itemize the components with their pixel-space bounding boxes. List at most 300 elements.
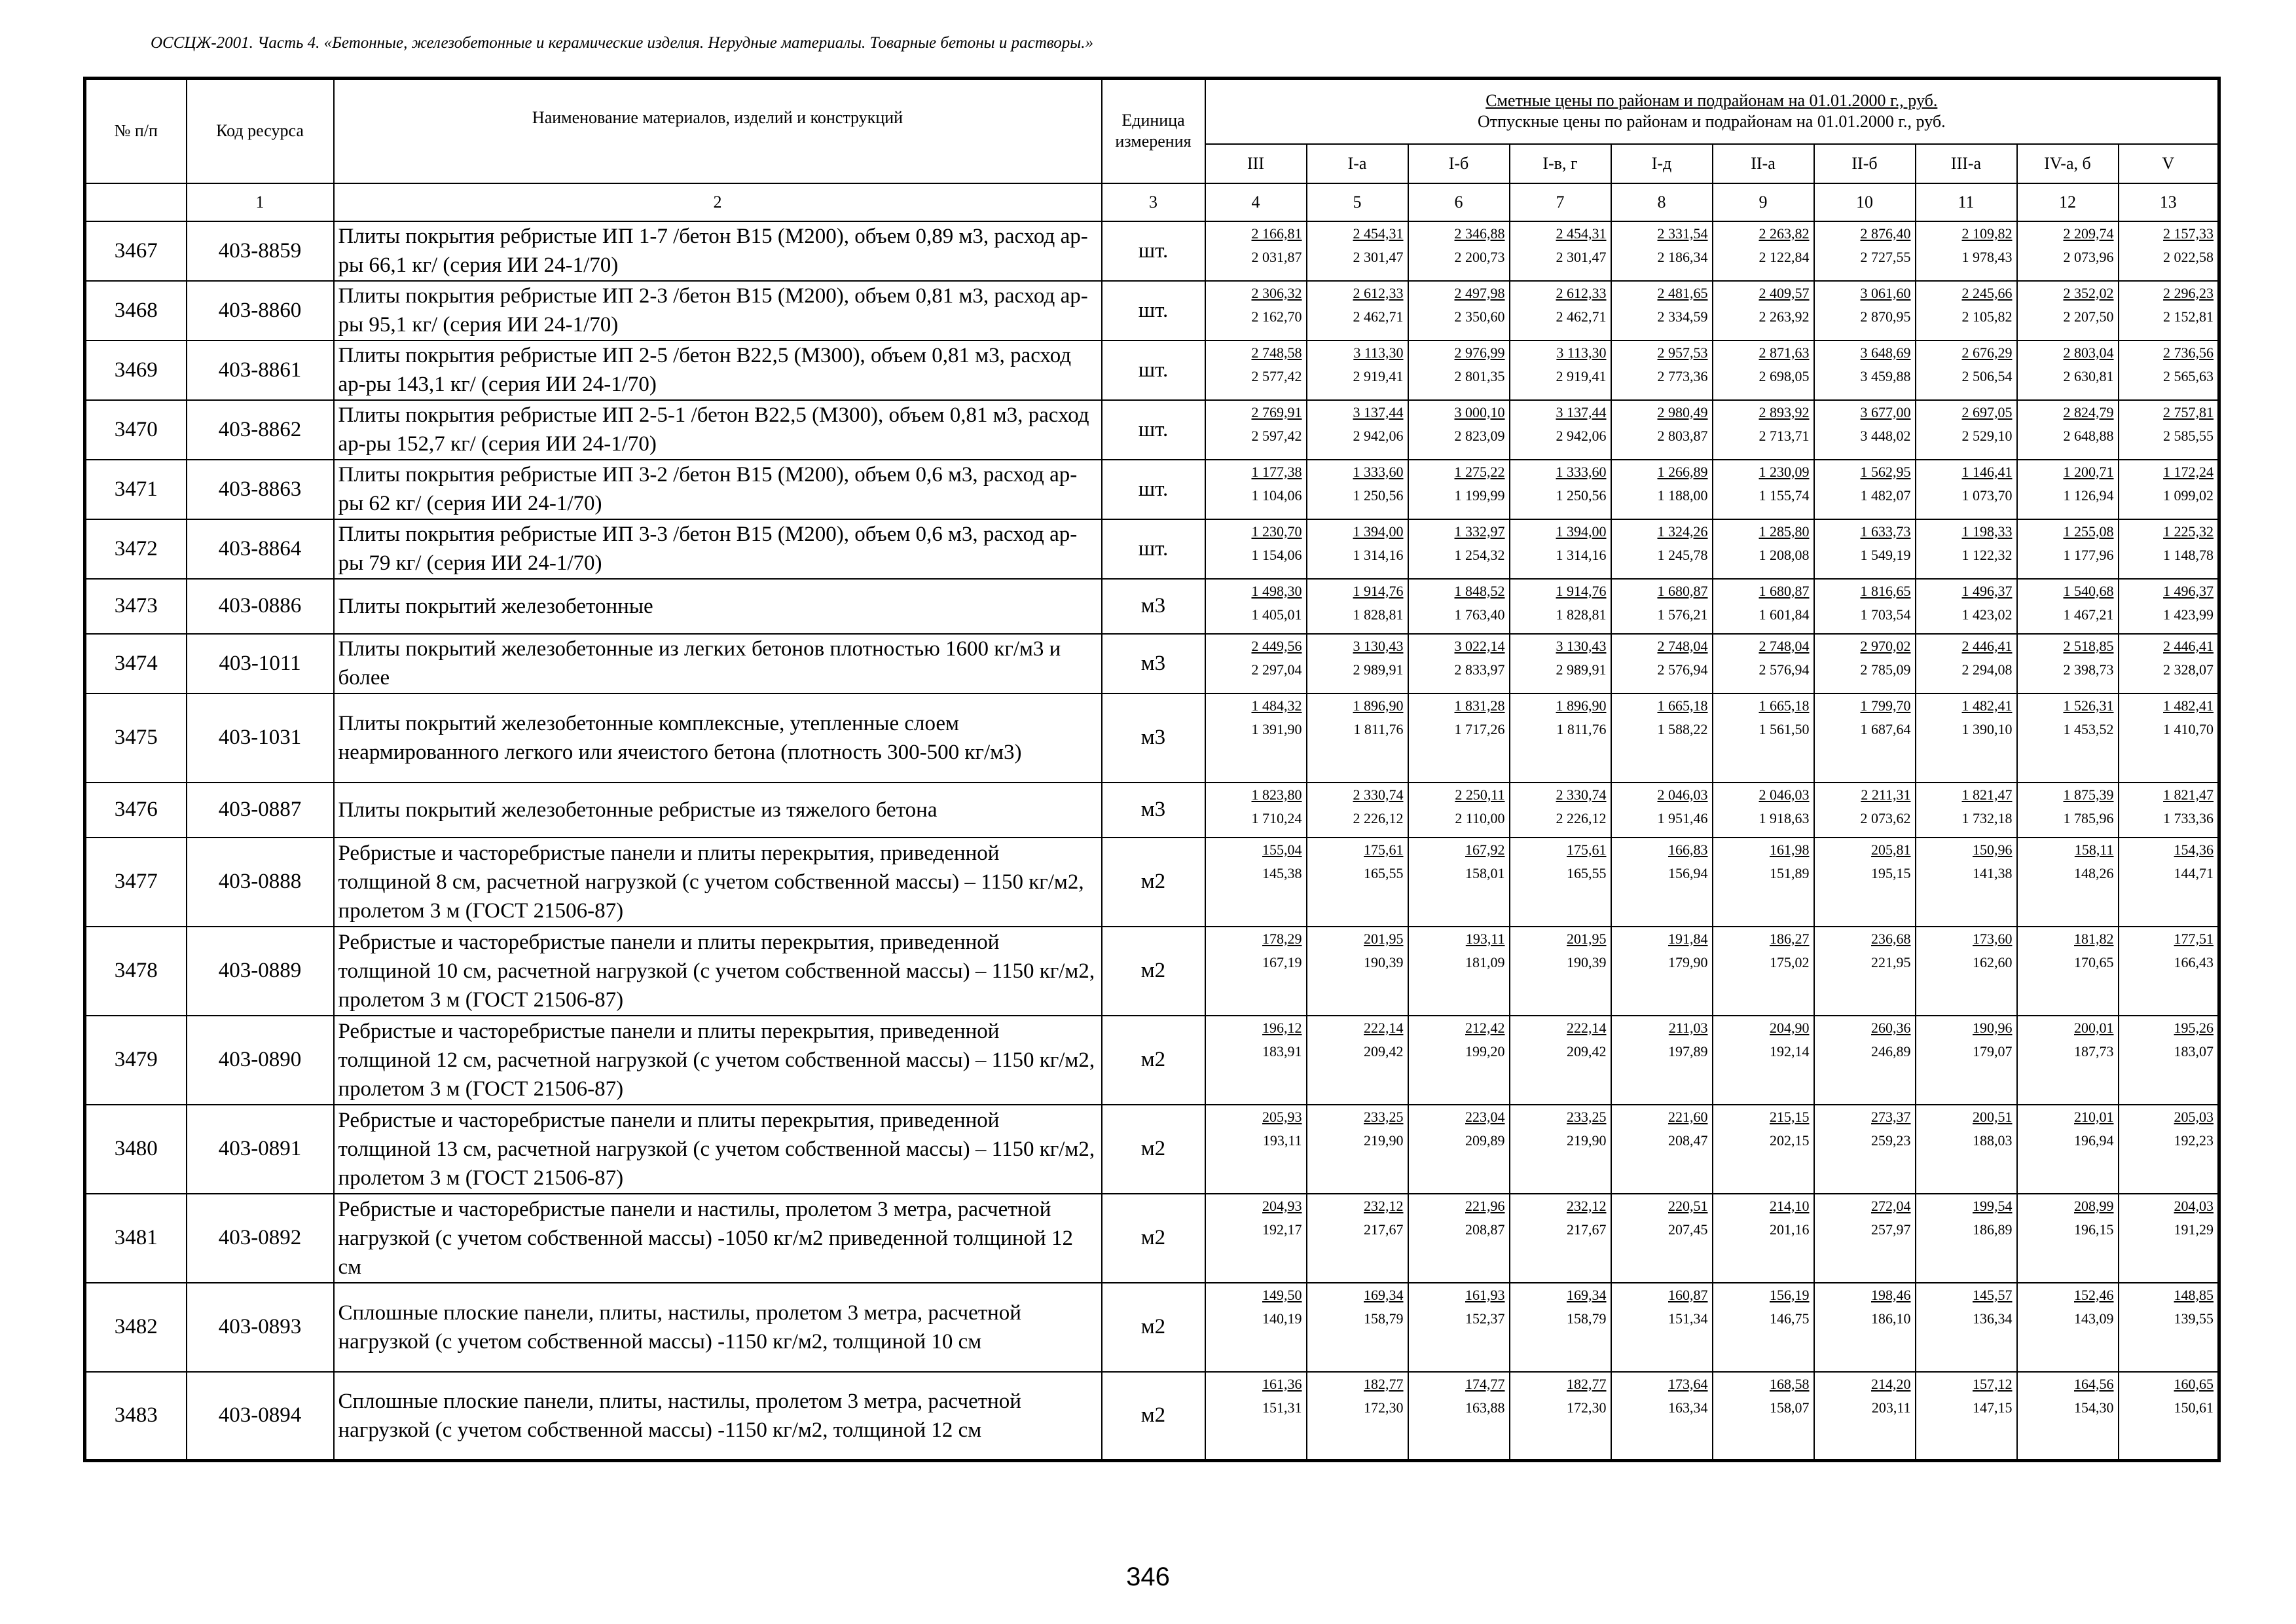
estimate-price: 233,25 [1364, 1108, 1404, 1125]
estimate-price: 2 497,98 [1454, 284, 1505, 301]
release-price: 2 727,55 [1860, 248, 1911, 265]
estimate-price: 1 665,18 [1758, 697, 1810, 714]
price-cell [1916, 1372, 2017, 1461]
table-row [85, 634, 2219, 693]
table-row [85, 927, 2219, 1016]
estimate-price: 160,65 [2174, 1375, 2214, 1392]
material-name: Ребристые и часторебристые панели и плиты перекрытия, приведенной толщиной 13 см, расчетной нагрузкой (с учетом собственной массы) – 1150 кг/м2, пролетом 3 м (ГОСТ 21506-87) [334, 1105, 1102, 1194]
release-price: 181,09 [1465, 953, 1505, 970]
unit: шт. [1102, 281, 1205, 341]
price-cell [1713, 400, 1814, 460]
column-number: 9 [1713, 183, 1814, 221]
estimate-price: 1 482,41 [1961, 697, 2013, 714]
row-number: 3483 [85, 1372, 187, 1461]
resource-code: 403-0893 [187, 1283, 334, 1372]
release-price: 1 811,76 [1353, 720, 1404, 737]
price-cell [1611, 634, 1713, 693]
release-price: 192,17 [1262, 1221, 1302, 1238]
estimate-price: 1 230,70 [1251, 523, 1302, 540]
release-price: 165,55 [1364, 864, 1404, 881]
release-price: 2 942,06 [1353, 427, 1404, 444]
release-price: 192,23 [2174, 1132, 2214, 1149]
release-price: 175,02 [1770, 953, 1810, 970]
release-price: 170,65 [2074, 953, 2114, 970]
release-price: 1 188,00 [1657, 487, 1708, 504]
unit: м2 [1102, 838, 1205, 927]
unit: м2 [1102, 1016, 1205, 1105]
price-cell [2119, 783, 2219, 838]
price-cell [1814, 927, 1916, 1016]
estimate-price: 152,46 [2074, 1286, 2114, 1303]
price-cell [1916, 460, 2017, 519]
price-cell [2017, 838, 2119, 927]
estimate-price: 221,96 [1465, 1197, 1505, 1214]
price-cell [1713, 460, 1814, 519]
release-price: 2 942,06 [1556, 427, 1607, 444]
price-cell [1408, 634, 1510, 693]
release-price: 1 423,99 [2163, 606, 2214, 623]
region-header: I-б [1408, 144, 1510, 183]
estimate-price: 210,01 [2074, 1108, 2114, 1125]
estimate-price: 232,12 [1364, 1197, 1404, 1214]
price-cell [1814, 1105, 1916, 1194]
price-cell [1510, 460, 1611, 519]
price-cell [1307, 460, 1408, 519]
unit: м3 [1102, 634, 1205, 693]
row-number: 3477 [85, 838, 187, 927]
price-cell [2017, 1283, 2119, 1372]
resource-code: 403-8864 [187, 519, 334, 579]
price-cell [1510, 221, 1611, 281]
release-price: 1 453,52 [2063, 720, 2114, 737]
price-cell [1916, 783, 2017, 838]
estimate-price: 1 821,47 [2163, 786, 2214, 803]
price-cell [1307, 1105, 1408, 1194]
release-price: 208,47 [1668, 1132, 1708, 1149]
row-number: 3474 [85, 634, 187, 693]
release-price: 187,73 [2074, 1043, 2114, 1060]
release-price: 158,79 [1567, 1310, 1607, 1327]
release-price: 190,39 [1567, 953, 1607, 970]
release-price: 3 459,88 [1860, 367, 1911, 384]
estimate-price: 1 848,52 [1454, 582, 1505, 599]
estimate-price: 174,77 [1465, 1375, 1505, 1392]
release-price: 165,55 [1567, 864, 1607, 881]
price-cell [2119, 1105, 2219, 1194]
resource-code: 403-0887 [187, 783, 334, 838]
price-cell [2119, 460, 2219, 519]
estimate-price: 223,04 [1465, 1108, 1505, 1125]
estimate-price: 3 137,44 [1353, 403, 1404, 420]
region-header: V [2119, 144, 2219, 183]
release-price: 154,30 [2074, 1399, 2114, 1416]
price-cell [1510, 693, 1611, 783]
unit: шт. [1102, 221, 1205, 281]
release-price: 152,37 [1465, 1310, 1505, 1327]
price-cell [2119, 838, 2219, 927]
price-cell [1510, 1016, 1611, 1105]
release-price: 172,30 [1567, 1399, 1607, 1416]
price-cell [1713, 1016, 1814, 1105]
table-row [85, 341, 2219, 400]
estimate-price: 2 330,74 [1556, 786, 1607, 803]
release-price: 166,43 [2174, 953, 2214, 970]
estimate-price: 2 046,03 [1758, 786, 1810, 803]
material-name: Сплошные плоские панели, плиты, настилы, пролетом 3 метра, расчетной нагрузкой (с учетом собственной массы) -1150 кг/м2, толщиной 10 см [334, 1283, 1102, 1372]
release-price: 1 951,46 [1657, 809, 1708, 826]
release-price: 1 314,16 [1353, 546, 1404, 563]
price-cell [1307, 838, 1408, 927]
release-price: 145,38 [1262, 864, 1302, 881]
material-name: Ребристые и часторебристые панели и плиты перекрытия, приведенной толщиной 8 см, расчетной нагрузкой (с учетом собственной массы) – 1150 кг/м2, пролетом 3 м (ГОСТ 21506-87) [334, 838, 1102, 927]
estimate-price: 1 177,38 [1251, 463, 1302, 480]
price-cell [1408, 400, 1510, 460]
estimate-price: 214,20 [1871, 1375, 1911, 1392]
estimate-price: 190,96 [1973, 1019, 2013, 1036]
estimate-price: 1 332,97 [1454, 523, 1505, 540]
price-cell [1916, 519, 2017, 579]
estimate-price: 201,95 [1567, 930, 1607, 947]
price-cell [1814, 460, 1916, 519]
estimate-price: 232,12 [1567, 1197, 1607, 1214]
price-cell [2119, 400, 2219, 460]
material-name: Ребристые и часторебристые панели и настилы, пролетом 3 метра, расчетной нагрузкой (с учетом собственной массы) -1050 кг/м2 приведенной толщиной 12 см [334, 1194, 1102, 1283]
table-row [85, 519, 2219, 579]
estimate-price: 1 275,22 [1454, 463, 1505, 480]
row-number: 3470 [85, 400, 187, 460]
price-cell [1611, 1283, 1713, 1372]
release-price: 2 919,41 [1556, 367, 1607, 384]
estimate-price: 175,61 [1364, 841, 1404, 858]
price-table [83, 77, 2221, 1462]
estimate-price: 1 198,33 [1961, 523, 2013, 540]
resource-code: 403-8862 [187, 400, 334, 460]
release-price: 146,75 [1770, 1310, 1810, 1327]
estimate-price: 2 046,03 [1657, 786, 1708, 803]
header-num: № п/п [85, 79, 187, 183]
release-price: 3 448,02 [1860, 427, 1911, 444]
unit: м3 [1102, 579, 1205, 634]
price-cell [1510, 838, 1611, 927]
release-price: 2 529,10 [1961, 427, 2013, 444]
estimate-price: 2 824,79 [2063, 403, 2114, 420]
release-price: 2 462,71 [1353, 308, 1404, 325]
release-price: 2 801,35 [1454, 367, 1505, 384]
price-cell [1408, 1194, 1510, 1283]
estimate-price: 220,51 [1668, 1197, 1708, 1214]
price-cell [2119, 1194, 2219, 1283]
estimate-price: 150,96 [1973, 841, 2013, 858]
price-cell [1307, 1372, 1408, 1461]
price-cell [1713, 783, 1814, 838]
release-price: 186,10 [1871, 1310, 1911, 1327]
release-price: 1 177,96 [2063, 546, 2114, 563]
resource-code: 403-0888 [187, 838, 334, 927]
price-cell [1510, 519, 1611, 579]
price-cell [1307, 221, 1408, 281]
release-price: 208,87 [1465, 1221, 1505, 1238]
price-cell [1611, 281, 1713, 341]
price-cell [2017, 693, 2119, 783]
table-header [85, 79, 2219, 221]
price-cell [1408, 1105, 1510, 1194]
release-price: 1 717,26 [1454, 720, 1505, 737]
price-cell [2119, 927, 2219, 1016]
price-cell [2119, 519, 2219, 579]
material-name: Сплошные плоские панели, плиты, настилы, пролетом 3 метра, расчетной нагрузкой (с учетом собственной массы) -1150 кг/м2, толщиной 12 см [334, 1372, 1102, 1461]
estimate-price: 3 113,30 [1353, 344, 1404, 361]
release-price: 2 823,09 [1454, 427, 1505, 444]
price-cell [1713, 281, 1814, 341]
estimate-price: 2 352,02 [2063, 284, 2114, 301]
material-name: Ребристые и часторебристые панели и плиты перекрытия, приведенной толщиной 10 см, расчетной нагрузкой (с учетом собственной массы) – 1150 кг/м2, пролетом 3 м (ГОСТ 21506-87) [334, 927, 1102, 1016]
estimate-price: 2 748,04 [1657, 637, 1708, 654]
release-price: 259,23 [1871, 1132, 1911, 1149]
price-cell [1611, 783, 1713, 838]
release-price: 2 585,55 [2163, 427, 2214, 444]
region-header: II-б [1814, 144, 1916, 183]
estimate-price: 169,34 [1364, 1286, 1404, 1303]
price-cell [2119, 281, 2219, 341]
estimate-price: 1 230,09 [1758, 463, 1810, 480]
release-price: 2 297,04 [1251, 661, 1302, 678]
estimate-price: 3 648,69 [1860, 344, 1911, 361]
material-name: Плиты покрытия ребристые ИП 2-5 /бетон В22,5 (М300), объем 0,81 м3, расход ар-ры 143,1 кг/ (серия ИИ 24-1/70) [334, 341, 1102, 400]
release-price: 1 250,56 [1556, 487, 1607, 504]
estimate-price: 2 871,63 [1758, 344, 1810, 361]
estimate-price: 160,87 [1668, 1286, 1708, 1303]
release-price: 1 467,21 [2063, 606, 2114, 623]
price-cell [1307, 634, 1408, 693]
estimate-price: 1 831,28 [1454, 697, 1505, 714]
release-price: 158,01 [1465, 864, 1505, 881]
release-price: 217,67 [1567, 1221, 1607, 1238]
estimate-price: 1 665,18 [1657, 697, 1708, 714]
estimate-price: 233,25 [1567, 1108, 1607, 1125]
estimate-price: 196,12 [1262, 1019, 1302, 1036]
price-cell [1307, 1194, 1408, 1283]
estimate-price: 215,15 [1770, 1108, 1810, 1125]
estimate-price: 200,51 [1973, 1108, 2013, 1125]
release-price: 1 601,84 [1758, 606, 1810, 623]
price-cell [2017, 281, 2119, 341]
estimate-price: 2 518,85 [2063, 637, 2114, 654]
release-price: 163,34 [1668, 1399, 1708, 1416]
unit: м3 [1102, 783, 1205, 838]
release-price: 141,38 [1973, 864, 2013, 881]
release-price: 2 576,94 [1758, 661, 1810, 678]
estimate-price: 205,03 [2174, 1108, 2214, 1125]
row-number: 3473 [85, 579, 187, 634]
price-cell [2017, 221, 2119, 281]
estimate-price: 2 697,05 [1961, 403, 2013, 420]
estimate-price: 1 324,26 [1657, 523, 1708, 540]
release-price: 2 200,73 [1454, 248, 1505, 265]
release-price: 2 152,81 [2163, 308, 2214, 325]
release-price: 2 506,54 [1961, 367, 2013, 384]
table-body [85, 221, 2219, 1461]
estimate-price: 1 484,32 [1251, 697, 1302, 714]
release-price: 2 870,95 [1860, 308, 1911, 325]
header-prices-estimate: Сметные цены по районам и подрайонам на 01.01.2000 г., руб. [1485, 91, 1938, 111]
release-price: 2 073,96 [2063, 248, 2114, 265]
material-name: Плиты покрытия ребристые ИП 3-3 /бетон В15 (М200), объем 0,6 м3, расход ар-ры 79 кг/ (серия ИИ 24-1/70) [334, 519, 1102, 579]
estimate-price: 1 914,76 [1556, 582, 1607, 599]
estimate-price: 157,12 [1973, 1375, 2013, 1392]
price-cell [1916, 1105, 2017, 1194]
price-cell [1205, 1105, 1307, 1194]
estimate-price: 3 677,00 [1860, 403, 1911, 420]
estimate-price: 181,82 [2074, 930, 2114, 947]
estimate-price: 2 209,74 [2063, 225, 2114, 242]
price-cell [1510, 634, 1611, 693]
estimate-price: 177,51 [2174, 930, 2214, 947]
price-cell [1611, 927, 1713, 1016]
price-cell [1510, 1194, 1611, 1283]
release-price: 1 710,24 [1251, 809, 1302, 826]
price-cell [1916, 634, 2017, 693]
price-cell [1205, 1283, 1307, 1372]
estimate-price: 173,60 [1973, 930, 2013, 947]
resource-code: 403-8863 [187, 460, 334, 519]
column-number: 12 [2017, 183, 2119, 221]
price-cell [1814, 1372, 1916, 1461]
region-header: I-а [1307, 144, 1408, 183]
row-number: 3467 [85, 221, 187, 281]
release-price: 1 588,22 [1657, 720, 1708, 737]
price-cell [1713, 1372, 1814, 1461]
price-cell [1307, 1283, 1408, 1372]
estimate-price: 1 821,47 [1961, 786, 2013, 803]
estimate-price: 211,03 [1668, 1019, 1708, 1036]
estimate-price: 1 496,37 [2163, 582, 2214, 599]
release-price: 1 155,74 [1758, 487, 1810, 504]
estimate-price: 2 893,92 [1758, 403, 1810, 420]
resource-code: 403-0889 [187, 927, 334, 1016]
release-price: 2 162,70 [1251, 308, 1302, 325]
release-price: 257,97 [1871, 1221, 1911, 1238]
price-cell [1713, 693, 1814, 783]
price-cell [1205, 221, 1307, 281]
column-number: 3 [1102, 183, 1205, 221]
column-number: 1 [187, 183, 334, 221]
release-price: 1 122,32 [1961, 546, 2013, 563]
release-price: 192,14 [1770, 1043, 1810, 1060]
estimate-price: 3 137,44 [1556, 403, 1607, 420]
release-price: 1 733,36 [2163, 809, 2214, 826]
estimate-price: 1 896,90 [1353, 697, 1404, 714]
release-price: 1 405,01 [1251, 606, 1302, 623]
estimate-price: 200,01 [2074, 1019, 2114, 1036]
release-price: 1 423,02 [1961, 606, 2013, 623]
release-price: 1 314,16 [1556, 546, 1607, 563]
release-price: 2 031,87 [1251, 248, 1302, 265]
estimate-price: 208,99 [2074, 1197, 2114, 1214]
price-cell [2017, 1372, 2119, 1461]
header-name: Наименование материалов, изделий и конструкций [334, 79, 1102, 183]
price-cell [1205, 927, 1307, 1016]
row-number: 3468 [85, 281, 187, 341]
release-price: 2 919,41 [1353, 367, 1404, 384]
estimate-price: 2 769,91 [1251, 403, 1302, 420]
release-price: 150,61 [2174, 1399, 2214, 1416]
estimate-price: 2 976,99 [1454, 344, 1505, 361]
release-price: 196,15 [2074, 1221, 2114, 1238]
price-cell [1510, 400, 1611, 460]
release-price: 1 687,64 [1860, 720, 1911, 737]
release-price: 1 828,81 [1353, 606, 1404, 623]
estimate-price: 2 970,02 [1860, 637, 1911, 654]
estimate-price: 2 446,41 [2163, 637, 2214, 654]
resource-code: 403-0886 [187, 579, 334, 634]
release-price: 2 785,09 [1860, 661, 1911, 678]
release-price: 1 154,06 [1251, 546, 1302, 563]
estimate-price: 236,68 [1871, 930, 1911, 947]
release-price: 221,95 [1871, 953, 1911, 970]
table-row [85, 400, 2219, 460]
price-cell [1611, 1016, 1713, 1105]
price-cell [1611, 579, 1713, 634]
release-price: 1 703,54 [1860, 606, 1911, 623]
price-cell [2017, 519, 2119, 579]
release-price: 158,79 [1364, 1310, 1404, 1327]
price-cell [1916, 400, 2017, 460]
price-cell [1307, 693, 1408, 783]
unit: шт. [1102, 341, 1205, 400]
price-cell [2017, 460, 2119, 519]
header-code: Код ресурса [187, 79, 334, 183]
estimate-price: 272,04 [1871, 1197, 1911, 1214]
release-price: 1 390,10 [1961, 720, 2013, 737]
estimate-price: 1 823,80 [1251, 786, 1302, 803]
price-cell [2119, 1283, 2219, 1372]
column-number: 5 [1307, 183, 1408, 221]
release-price: 2 207,50 [2063, 308, 2114, 325]
price-cell [1611, 221, 1713, 281]
table-row [85, 1105, 2219, 1194]
release-price: 2 803,87 [1657, 427, 1708, 444]
table-row [85, 783, 2219, 838]
material-name: Плиты покрытий железобетонные комплексные, утепленные слоем неармированного легкого или ячеистого бетона (плотность 300-500 кг/м3) [334, 693, 1102, 783]
table-row [85, 1283, 2219, 1372]
estimate-price: 2 446,41 [1961, 637, 2013, 654]
estimate-price: 193,11 [1465, 930, 1505, 947]
release-price: 1 828,81 [1556, 606, 1607, 623]
price-cell [1510, 1105, 1611, 1194]
release-price: 2 577,42 [1251, 367, 1302, 384]
price-cell [1814, 400, 1916, 460]
price-cell [1916, 927, 2017, 1016]
release-price: 2 226,12 [1353, 809, 1404, 826]
unit: шт. [1102, 460, 1205, 519]
column-number-row [85, 183, 2219, 221]
release-price: 188,03 [1973, 1132, 2013, 1149]
release-price: 217,67 [1364, 1221, 1404, 1238]
resource-code: 403-8859 [187, 221, 334, 281]
price-cell [1408, 693, 1510, 783]
column-number: 2 [334, 183, 1102, 221]
release-price: 246,89 [1871, 1043, 1911, 1060]
estimate-price: 1 266,89 [1657, 463, 1708, 480]
unit: м2 [1102, 1283, 1205, 1372]
release-price: 1 811,76 [1556, 720, 1607, 737]
price-cell [1205, 783, 1307, 838]
price-cell [2017, 1016, 2119, 1105]
price-cell [1205, 519, 1307, 579]
column-number: 4 [1205, 183, 1307, 221]
estimate-price: 273,37 [1871, 1108, 1911, 1125]
estimate-price: 175,61 [1567, 841, 1607, 858]
